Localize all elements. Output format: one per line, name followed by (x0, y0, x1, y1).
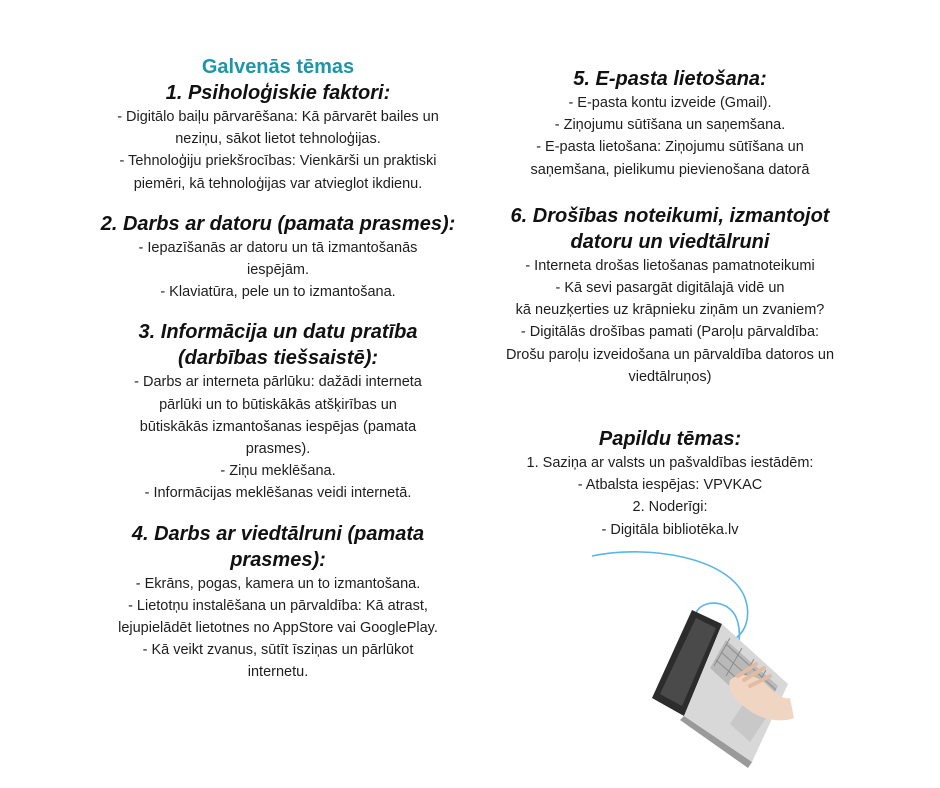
body-line: neziņu, sākot lietot tehnoloģijas. (175, 131, 381, 148)
body-line: kā neuzķerties uz krāpnieku ziņām un zvaniem? (515, 302, 825, 319)
section-heading: 3. Informācija un datu pratība (138, 321, 418, 344)
body-line: - Atbalsta iespējas: VPVKAC (577, 477, 763, 494)
section-heading: 6. Drošības noteikumi, izmantojot (510, 204, 830, 227)
body-line: internetu. (247, 664, 309, 681)
body-line: pārlūki un to būtiskākās atšķirības un (159, 396, 397, 413)
body-line: Drošu paroļu izveidošana un pārvaldība datoros un (505, 346, 835, 363)
body-line: būtiskākās izmantošanas iespējas (pamata (139, 418, 417, 435)
left-column (78, 54, 478, 684)
laptop-typing-icon (580, 548, 800, 770)
section-smartphone-basics (78, 521, 478, 684)
section-heading: 1. Psiholoģiskie faktori: (165, 82, 391, 104)
body-line: - Interneta drošas lietošanas pamatnoteikumi (525, 257, 815, 274)
body-line: - Ziņojumu sūtīšana un saņemšana. (554, 117, 786, 134)
body-line: - Kā sevi pasargāt digitālajā vidē un (555, 280, 785, 297)
section-heading: datoru un viedtālruni (570, 230, 770, 253)
body-line: viedtālruņos) (628, 368, 712, 385)
body-line: - Lietotņu instalēšana un pārvaldība: Kā atrast, (128, 597, 428, 614)
body-line: 2. Noderīgi: (632, 499, 708, 516)
body-line: piemēri, kā tehnoloģijas var atvieglot ikdienu. (133, 175, 423, 192)
body-line: - E-pasta lietošana: Ziņojumu sūtīšana un (536, 139, 804, 156)
body-line: saņemšana, pielikumu pievienošana datorā (530, 161, 810, 178)
section-heading: (darbības tiešsaistē): (177, 347, 379, 370)
section-heading: Papildu tēmas: (598, 428, 742, 451)
right-column (470, 66, 870, 541)
section-safety-rules (470, 203, 870, 388)
body-line: - Ekrāns, pogas, kamera un to izmantošana. (135, 575, 421, 592)
body-line: - E-pasta kontu izveide (Gmail). (568, 95, 772, 111)
body-line: - Kā veikt zvanus, sūtīt īsziņas un pārlūkot (142, 642, 414, 659)
section-computer-basics (78, 211, 478, 304)
body-line: 1. Saziņa ar valsts un pašvaldības iestādēm: (526, 455, 814, 472)
section-psychological-factors (78, 80, 478, 195)
body-line: - Tehnoloģiju priekšrocības: Vienkārši un praktiski (119, 153, 437, 170)
body-line: - Klaviatūra, pele un to izmantošana. (160, 284, 396, 301)
section-email-usage (470, 66, 870, 181)
body-line: - Ziņu meklēšana. (220, 463, 336, 480)
body-line: iespējām. (246, 262, 310, 279)
body-line: - Digitālo baiļu pārvarēšana: Kā pārvarēt bailes un (117, 109, 439, 125)
body-line: - Digitālās drošības pamati (Paroļu pārvaldība: (520, 324, 820, 341)
body-line: lejupielādēt lietotnes no AppStore vai GooglePlay. (118, 620, 438, 637)
section-heading: prasmes): (230, 548, 326, 571)
body-line: prasmes). (245, 441, 311, 458)
section-information-literacy (78, 319, 478, 504)
body-line: - Informācijas meklēšanas veidi internetā. (144, 485, 412, 502)
section-additional-topics (470, 426, 870, 541)
body-line: - Digitāla bibliotēka.lv (601, 521, 739, 538)
section-heading: 5. E-pasta lietošana: (573, 68, 767, 90)
section-heading: 4. Darbs ar viedtālruni (pamata (131, 522, 425, 545)
body-line: - Iepazīšanās ar datoru un tā izmantošanās (138, 239, 418, 256)
page-title: Galvenās tēmas (201, 56, 355, 78)
body-line: - Darbs ar interneta pārlūku: dažādi interneta (134, 374, 422, 391)
section-heading: 2. Darbs ar datoru (pamata prasmes): (100, 212, 456, 235)
